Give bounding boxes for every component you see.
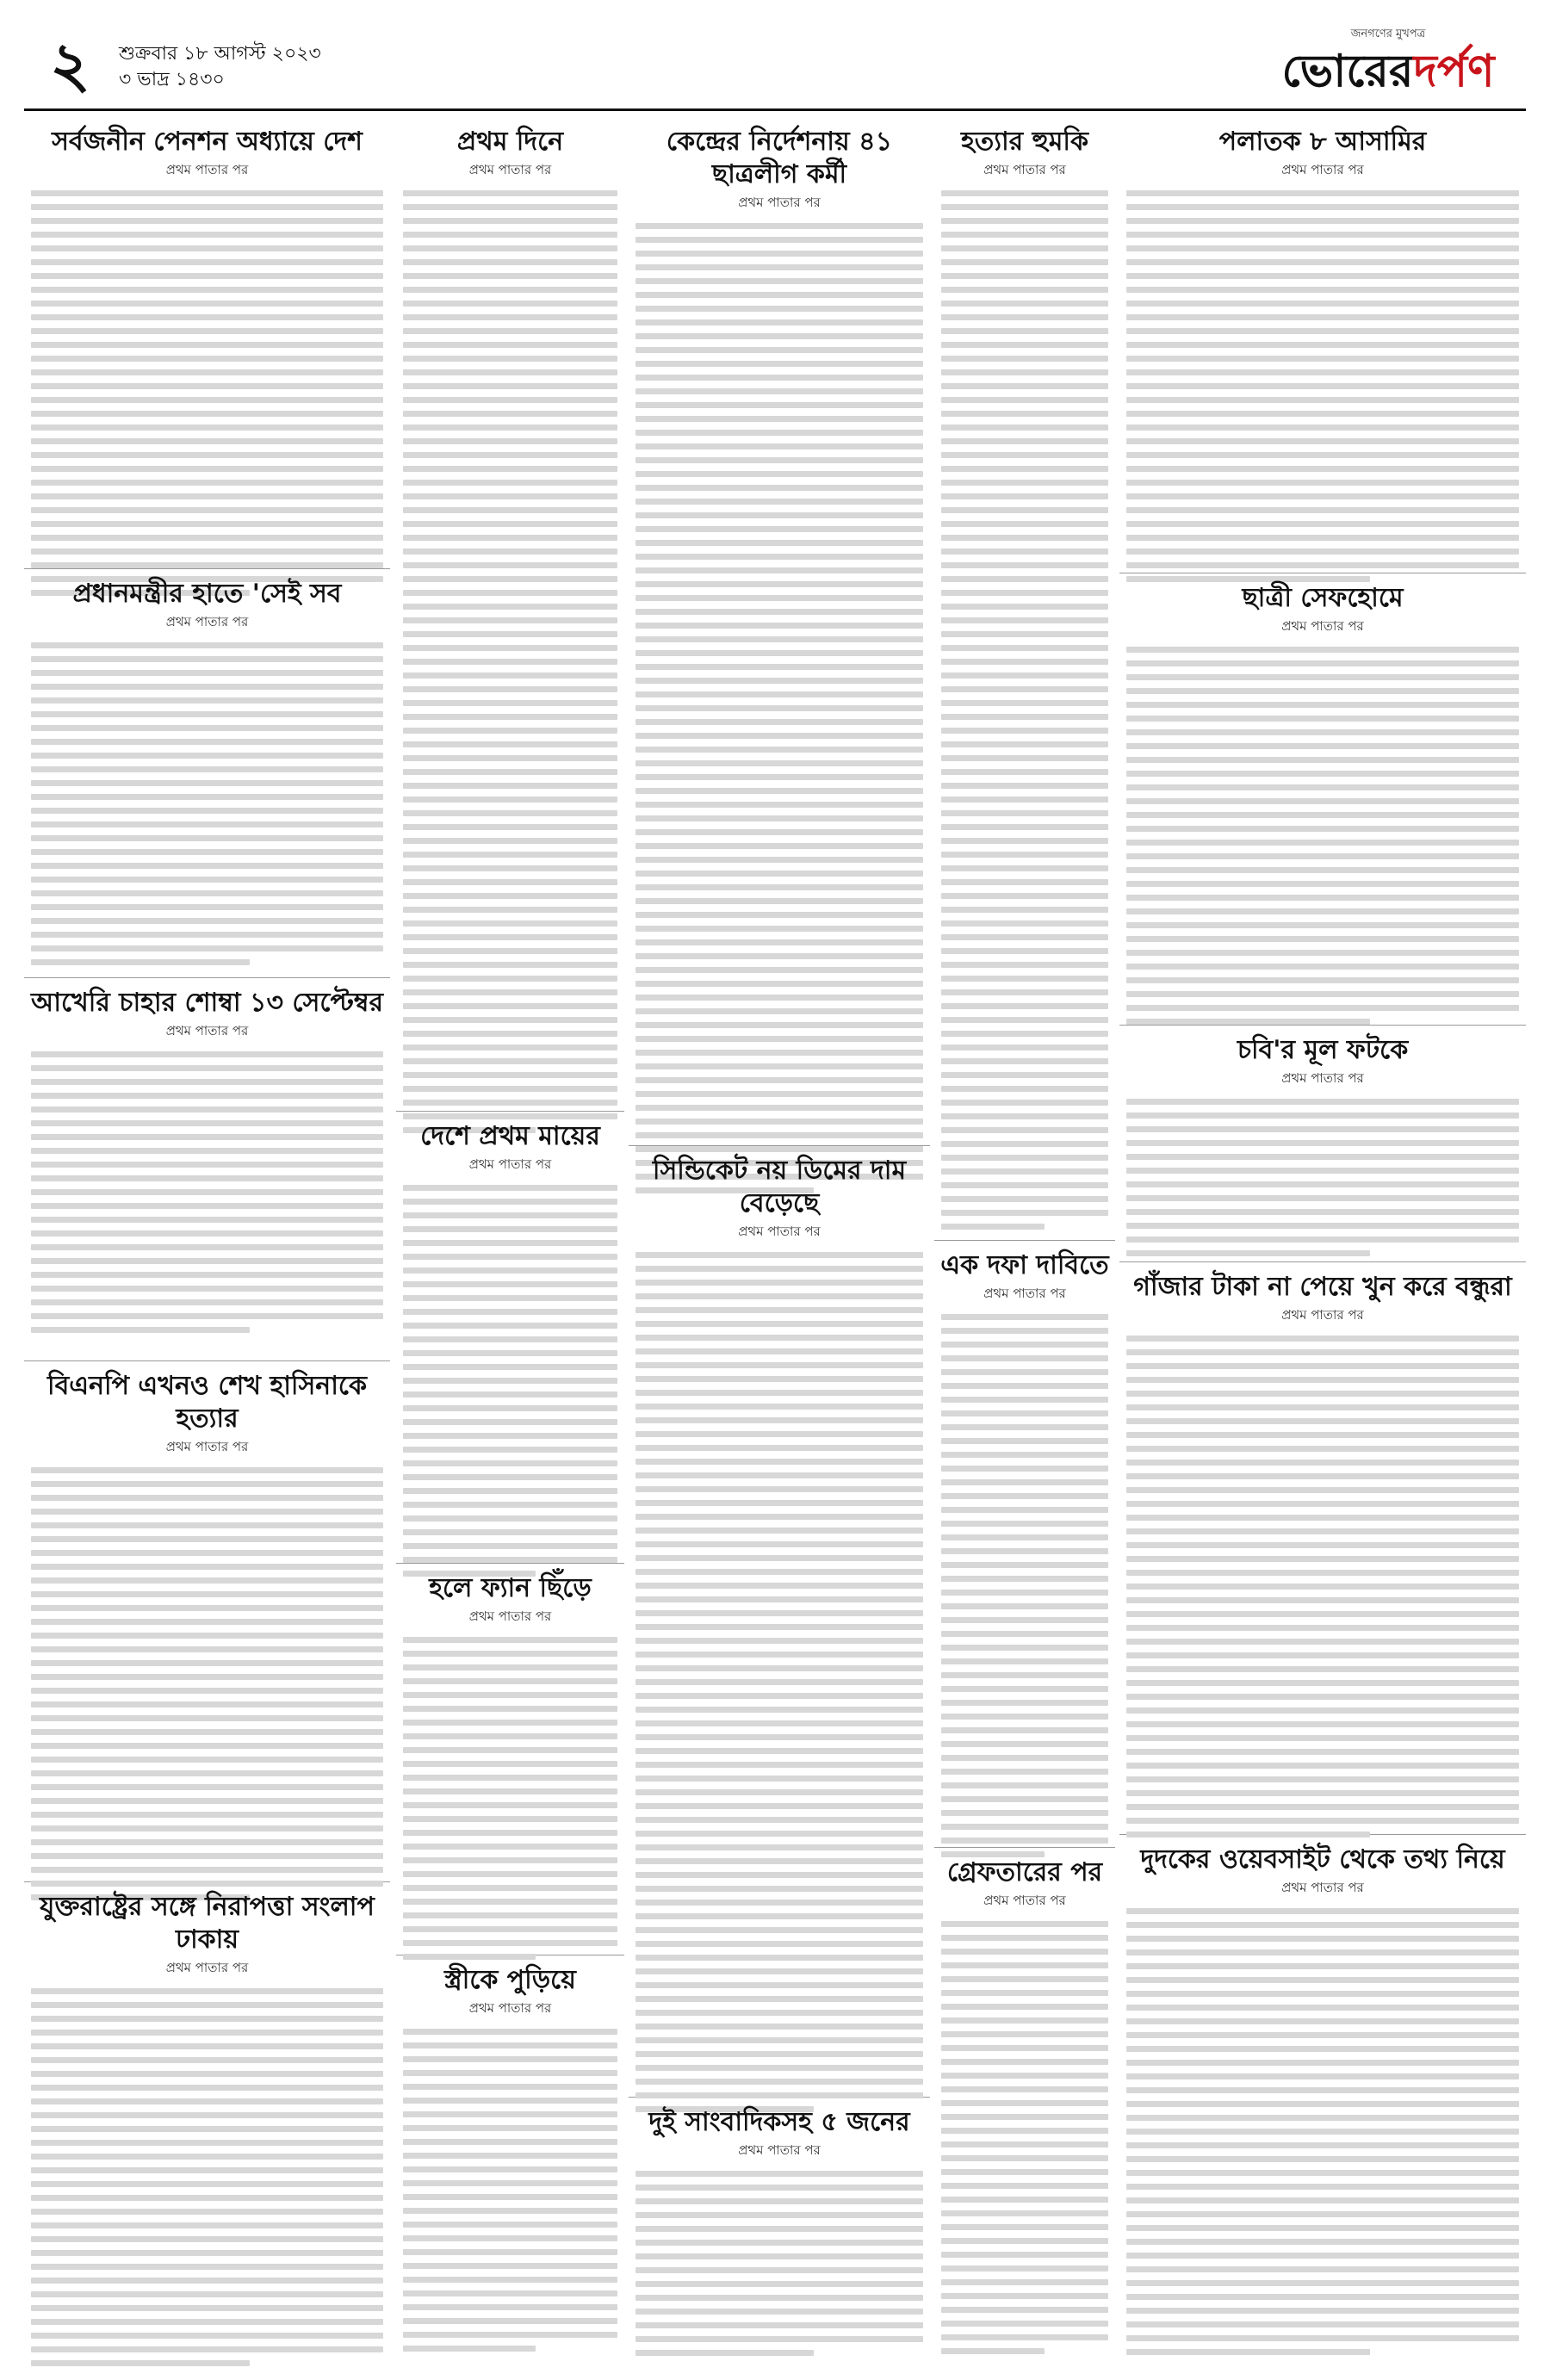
article: [934, 1851, 1115, 2351]
date-block: [119, 41, 321, 93]
article-body: [403, 1185, 617, 1577]
article-body: [1126, 1908, 1519, 2355]
article-byline: প্রথম পাতার পর: [1281, 162, 1364, 177]
article: [24, 1886, 390, 2351]
article-headline: দুই সাংবাদিকসহ ৫ জনের: [648, 2107, 910, 2137]
article-headline: হলে ফ্যান ছিঁড়ে: [429, 1573, 592, 1603]
article-headline: এক দফা দাবিতে: [940, 1250, 1109, 1280]
article-body: [941, 190, 1108, 1230]
page-number: ২: [50, 28, 90, 101]
article-byline: প্রথম পাতার পর: [983, 162, 1066, 177]
article: [934, 1244, 1115, 1848]
article-byline: প্রথম পাতার পর: [738, 195, 821, 210]
article-headline: বিএনপি এখনও শেখ হাসিনাকে হত্যার: [47, 1371, 367, 1434]
article-byline: প্রথম পাতার পর: [468, 1156, 552, 1172]
article-headline: চবি'র মূল ফটকে: [1237, 1035, 1409, 1065]
article-body: [941, 1314, 1108, 1857]
logo-name-part-1: ভোরের: [1281, 45, 1414, 97]
article-byline: প্রথম পাতার পর: [468, 2000, 552, 2016]
article-byline: প্রথম পাতার পর: [468, 1608, 552, 1624]
article-body: [31, 1467, 383, 1900]
article-body: [1126, 1336, 1519, 1838]
article-byline: প্রথম পাতার পর: [1281, 1070, 1364, 1086]
article-headline: দেশে প্রথম মায়ের: [420, 1121, 600, 1151]
logo-tagline: জনগণের মুখপত্র: [1350, 28, 1426, 40]
article: [396, 1959, 624, 2351]
article-headline: গ্রেফতারের পর: [946, 1857, 1103, 1887]
article-headline: স্ত্রীকে পুড়িয়ে: [444, 1965, 576, 1995]
article-body: [31, 1051, 383, 1333]
article-byline: প্রথম পাতার পর: [738, 2142, 821, 2158]
article-body: [1126, 190, 1519, 582]
article-body: [636, 2171, 923, 2356]
article-headline: সর্বজনীন পেনশন অধ্যায়ে দেশ: [52, 127, 363, 157]
article: [24, 121, 390, 569]
article-headline: হত্যার হুমকি: [961, 127, 1088, 157]
logo-name-part-2: দর্পণ: [1413, 45, 1495, 97]
article-headline: ছাত্রী সেফহোমে: [1242, 583, 1404, 613]
article-byline: প্রথম পাতার পর: [165, 1960, 249, 1975]
article-byline: প্রথম পাতার পর: [983, 1286, 1066, 1301]
article: [24, 1365, 390, 1882]
article: [629, 121, 930, 1146]
newspaper-logo: [1259, 26, 1517, 103]
article-body: [403, 190, 617, 1133]
article-body: [1126, 647, 1519, 1025]
article-headline: প্রধানমন্ত্রীর হাতে 'সেই সব: [72, 579, 342, 609]
article-byline: প্রথম পাতার পর: [1281, 1307, 1364, 1323]
article-byline: প্রথম পাতার পর: [165, 162, 249, 177]
article-byline: প্রথম পাতার পর: [1281, 618, 1364, 634]
article: [396, 1115, 624, 1564]
article-body: [31, 1988, 383, 2366]
article-byline: প্রথম পাতার পর: [738, 1224, 821, 1239]
article: [1119, 1838, 1526, 2351]
article-headline: কেন্দ্রের নির্দেশনায় ৪১ ছাত্রলীগ কর্মী: [666, 127, 893, 189]
article-headline: গাঁজার টাকা না পেয়ে খুন করে বন্ধুরা: [1133, 1272, 1512, 1302]
article: [396, 1567, 624, 1955]
article-byline: প্রথম পাতার পর: [1281, 1880, 1364, 1895]
article-body: [31, 190, 383, 596]
article-byline: প্রথম পাতার পর: [165, 614, 249, 629]
article-headline: সিন্ডিকেট নয় ডিমের দাম বেড়েছে: [652, 1156, 907, 1218]
article-body: [941, 1921, 1108, 2354]
article-body: [403, 1637, 617, 1960]
article-body: [636, 223, 923, 1193]
article: [629, 1150, 930, 2098]
article-headline: আখেরি চাহার শোম্বা ১৩ সেপ্টেম্বর: [31, 988, 383, 1018]
article-headline: প্রথম দিনে: [456, 127, 564, 157]
date-line-gregorian: শুক্রবার ১৮ আগস্ট ২০২৩: [119, 43, 321, 65]
logo-name: [1259, 44, 1517, 99]
article-headline: দুদকের ওয়েবসাইট থেকে তথ্য নিয়ে: [1140, 1844, 1505, 1875]
date-line-bangla: ৩ ভাদ্র ১৪৩০: [119, 69, 225, 90]
article: [1119, 1029, 1526, 1262]
article-headline: যুক্তরাষ্ট্রের সঙ্গে নিরাপত্তা সংলাপ ঢাকায়: [40, 1892, 375, 1955]
article-byline: প্রথম পাতার পর: [165, 1439, 249, 1454]
article-body: [1126, 1099, 1519, 1256]
masthead: [24, 26, 1526, 111]
article: [24, 982, 390, 1361]
article-body: [31, 642, 383, 965]
article-body: [636, 1252, 923, 2112]
article-byline: প্রথম পাতার পর: [165, 1023, 249, 1038]
article: [396, 121, 624, 1112]
article: [1119, 1266, 1526, 1835]
article-byline: প্রথম পাতার পর: [468, 162, 552, 177]
article: [1119, 121, 1526, 573]
article-headline: পলাতক ৮ আসামির: [1218, 127, 1427, 157]
article: [934, 121, 1115, 1241]
article: [629, 2101, 930, 2351]
article-byline: প্রথম পাতার পর: [983, 1893, 1066, 1908]
article-body: [403, 2029, 617, 2352]
article: [1119, 577, 1526, 1026]
article: [24, 573, 390, 978]
